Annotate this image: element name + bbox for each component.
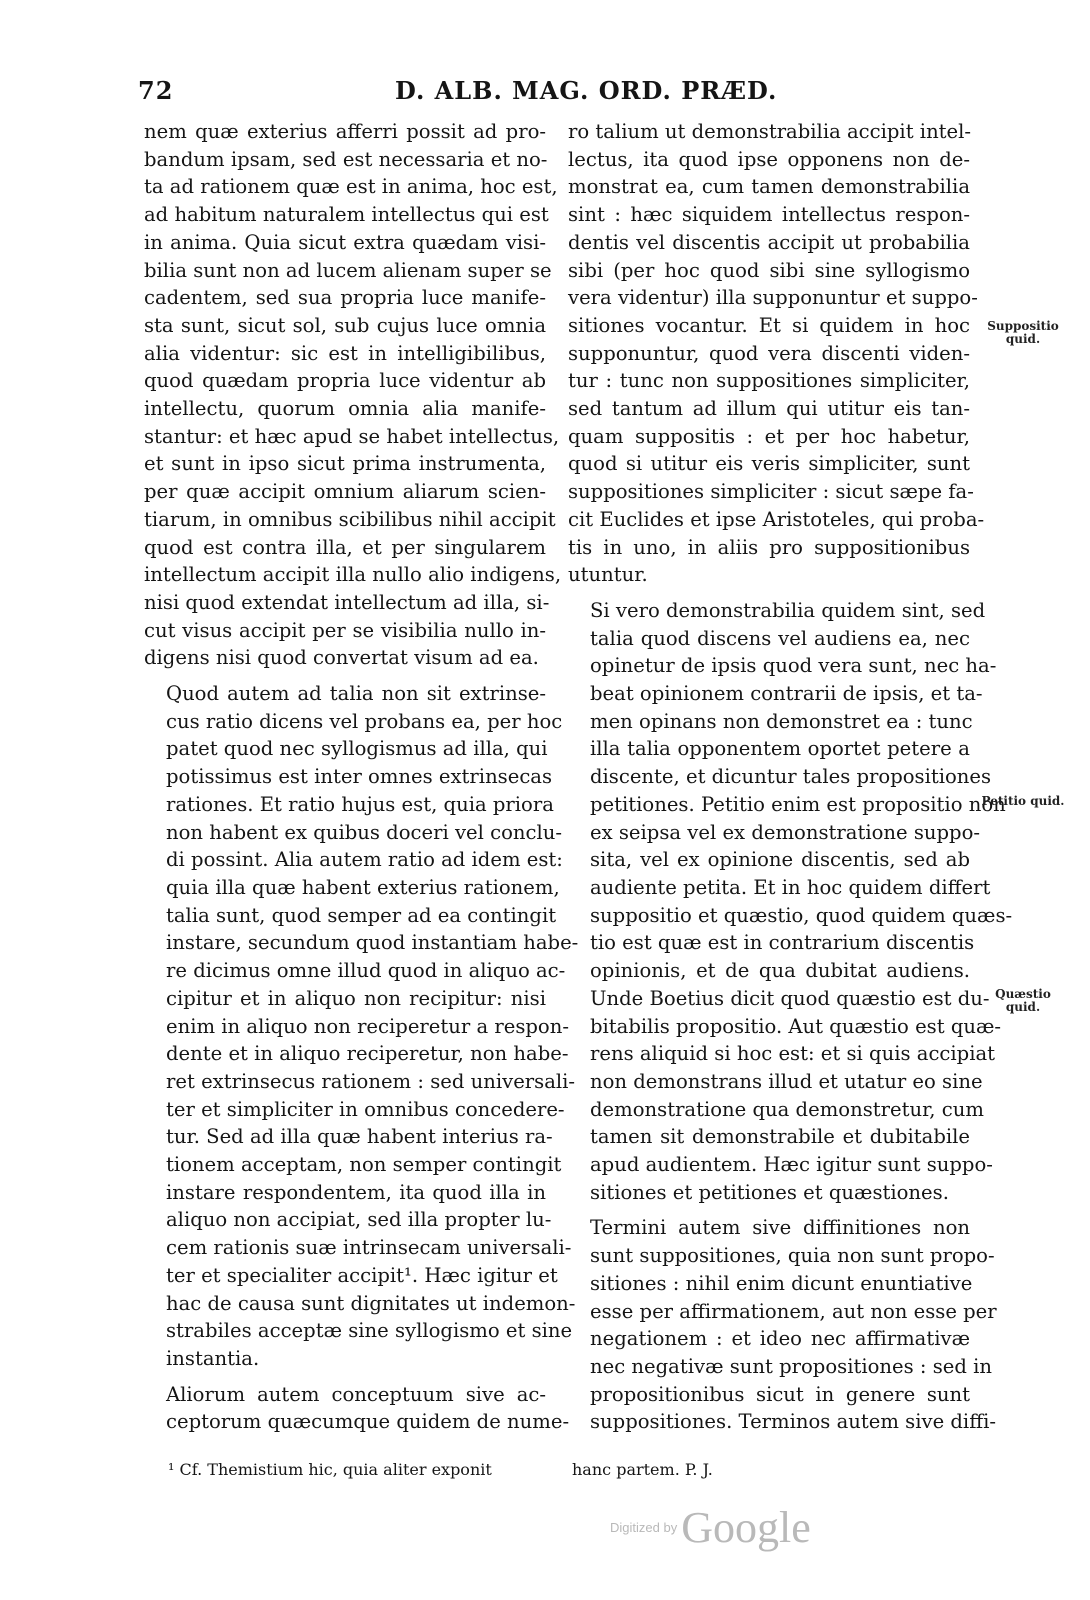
text-line: tio est quæ est in contrarium discentis [590, 931, 975, 955]
text-line: quod si utitur eis veris simpliciter, sunt [568, 452, 970, 476]
text-line: suppositiones. Terminos autem sive diffi- [590, 1410, 997, 1434]
text-line: talia sunt, quod semper ad ea contingit [166, 903, 557, 927]
text-line: instare respondentem, ita quod illa in [166, 1180, 546, 1204]
text-line: digens nisi quod convertat visum ad ea. [144, 646, 539, 670]
running-title: D. ALB. MAG. ORD. PRÆD. [395, 76, 778, 105]
text-line: quia illa quæ habent exterius rationem, [166, 875, 560, 899]
text-line: tamen sit demonstrabile et dubitabile [590, 1125, 970, 1149]
text-line: cit Euclides et ipse Aristoteles, qui proba- [568, 507, 985, 531]
marginal-note-line: Quæstio [995, 987, 1051, 1001]
text-line: lectus, ita quod ipse opponens non de- [568, 147, 970, 171]
left-column [144, 118, 579, 1444]
text-line: et sunt in ipso sicut prima instrumenta, [144, 452, 546, 476]
text-line: cut visus accipit per se visibilia nullo in- [144, 618, 546, 642]
text-line: apud audientem. Hæc igitur sunt suppo- [590, 1153, 993, 1177]
text-line: dente et in aliquo reciperetur, non habe- [166, 1042, 569, 1066]
text-line: tis in uno, in aliis pro suppositionibus [568, 535, 970, 559]
text-line: tur : tunc non suppositiones simpliciter, [568, 369, 970, 393]
text-line: quod quædam propria luce videntur ab [144, 369, 546, 393]
text-line: petitiones. Petitio enim est propositio non [590, 792, 1006, 816]
text-line: men opinans non demonstret ea : tunc [590, 709, 973, 733]
text-line: bitabilis propositio. Aut quæstio est quæ- [590, 1014, 1002, 1038]
text-line: sed tantum ad illum qui utitur eis tan- [568, 397, 970, 421]
text-line: patet quod nec syllogismus ad illa, qui [166, 737, 548, 761]
paragraph [568, 597, 1013, 1206]
text-line: hac de causa sunt dignitates ut indemon- [166, 1291, 576, 1315]
footnote-left: ¹ Cf. Themistium hic, quia aliter exponit [168, 1460, 492, 1479]
text-line: re dicimus omne illud quod in aliquo ac- [166, 959, 566, 983]
text-line: suppositio et quæstio, quod quidem quæs- [590, 903, 1013, 927]
text-line: non habent ex quibus doceri vel conclu- [166, 820, 562, 844]
text-line: sta sunt, sicut sol, sub cujus luce omnia [144, 313, 546, 337]
text-line: in anima. Quia sicut extra quædam visi- [144, 230, 546, 254]
text-line: tur. Sed ad illa quæ habent interius ra- [166, 1125, 553, 1149]
text-line: Unde Boetius dicit quod quæstio est du- [590, 986, 990, 1010]
text-line: esse per affirmationem, aut non esse per [590, 1299, 997, 1323]
text-line: discente, et dicuntur tales propositiones [590, 765, 992, 789]
text-line: quod est contra illa, et per singularem [144, 535, 546, 559]
text-line: enim in aliquo non reciperetur a respon- [166, 1014, 569, 1038]
text-line: cadentem, sed sua propria luce manife- [144, 286, 546, 310]
text-line: nec negativæ sunt propositiones : sed in [590, 1354, 993, 1378]
text-line: utuntur. [568, 563, 648, 587]
text-line: supponuntur, quod vera discenti viden- [568, 341, 970, 365]
paragraph [144, 118, 562, 672]
text-line: sitiones vocantur. Et si quidem in hoc [568, 313, 970, 337]
text-line: per quæ accipit omnium aliarum scien- [144, 480, 546, 504]
text-line: ter et specialiter accipit¹. Hæc igitur et [166, 1263, 558, 1287]
watermark-prefix: Digitized by [610, 1520, 678, 1535]
paragraph [568, 1214, 997, 1436]
page-number: 72 [138, 76, 174, 105]
text-line: Quod autem ad talia non sit extrinse- [166, 682, 546, 706]
paragraph [144, 680, 579, 1373]
text-line: intellectu, quorum omnia alia manife- [144, 397, 546, 421]
text-line: sita, vel ex opinione discentis, sed ab [590, 848, 970, 872]
text-line: demonstratione qua demonstretur, cum [590, 1097, 984, 1121]
google-logo: Google [681, 1503, 811, 1552]
text-line: beat opinionem contrarii de ipsis, et ta- [590, 682, 983, 706]
text-line: sint : hæc siquidem intellectus respon- [568, 203, 970, 227]
text-line: cipitur et in aliquo non recipitur: nisi [166, 986, 546, 1010]
text-line: talia quod discens vel audiens ea, nec [590, 626, 970, 650]
text-line: opinetur de ipsis quod vera sunt, nec ha- [590, 654, 997, 678]
text-line: ta ad rationem quæ est in anima, hoc est, [144, 175, 558, 199]
text-line: aliquo non accipiat, sed illa propter lu- [166, 1208, 552, 1232]
text-line: tiarum, in omnibus scibilibus nihil accipit [144, 507, 556, 531]
text-line: ret extrinsecus rationem : sed universali- [166, 1069, 576, 1093]
digitized-watermark [610, 1502, 811, 1553]
text-line: nisi quod extendat intellectum ad illa, si- [144, 590, 550, 614]
text-line: suppositiones simpliciter : sicut sæpe fa- [568, 480, 974, 504]
text-line: nem quæ exterius afferri possit ad pro- [144, 120, 546, 143]
text-line: bandum ipsam, sed est necessaria et no- [144, 147, 548, 171]
text-line: audiente petita. Et in hoc quidem differt [590, 875, 991, 899]
text-line: potissimus est inter omnes extrinsecas [166, 765, 553, 789]
text-line: tionem acceptam, non semper contingit [166, 1153, 562, 1177]
text-line: instare, secundum quod instantiam habe- [166, 931, 579, 955]
text-line: cus ratio dicens vel probans ea, per hoc [166, 709, 563, 733]
text-line: rationes. Et ratio hujus est, quia priora [166, 792, 554, 816]
text-line: stantur: et hæc apud se habet intellectus, [144, 424, 560, 448]
marginal-note-suppositio [978, 320, 1068, 346]
text-line: instantia. [166, 1346, 260, 1370]
marginal-note-quaestio [978, 988, 1068, 1014]
text-line: illa talia opponentem oportet petere a [590, 737, 970, 761]
text-line: negationem : et ideo nec affirmativæ [590, 1327, 970, 1351]
text-line: bilia sunt non ad lucem alienam super se [144, 258, 552, 282]
text-line: sitiones : nihil enim dicunt enuntiative [590, 1271, 973, 1295]
text-line: strabiles acceptæ sine syllogismo et sine [166, 1319, 573, 1343]
text-line: Aliorum autem conceptuum sive ac- [166, 1382, 546, 1406]
text-line: Si vero demonstrabilia quidem sint, sed [590, 598, 986, 622]
text-line: ex seipsa vel ex demonstratione suppo- [590, 820, 980, 844]
text-line: alia videntur: sic est in intelligibilibus, [144, 341, 546, 365]
marginal-note-line: quid. [1005, 332, 1041, 346]
text-line: rens aliquid si hoc est: et si quis accipiat [590, 1042, 996, 1066]
text-line: ro talium ut demonstrabilia accipit intel- [568, 120, 972, 143]
text-line: sunt suppositiones, quia non sunt propo- [590, 1244, 995, 1268]
text-line: ceptorum quæcumque quidem de nume- [166, 1410, 570, 1434]
text-line: quam suppositis : et per hoc habetur, [568, 424, 970, 448]
right-column [568, 118, 1013, 1444]
text-line: intellectum accipit illa nullo alio indigens, [144, 563, 562, 587]
text-line: di possint. Alia autem ratio ad idem est: [166, 848, 563, 872]
text-line: sitiones et petitiones et quæstiones. [590, 1180, 949, 1204]
marginal-note-petitio [973, 795, 1073, 808]
marginal-note-line: Suppositio [987, 319, 1059, 333]
text-line: non demonstrans illud et utatur eo sine [590, 1069, 983, 1093]
footnote-right: hanc partem. P. J. [572, 1460, 713, 1479]
paragraph [568, 118, 985, 589]
text-line: monstrat ea, cum tamen demonstrabilia [568, 175, 970, 199]
marginal-note-line: Petitio quid. [981, 794, 1065, 808]
text-line: sibi (per hoc quod sibi sine syllogismo [568, 258, 970, 282]
running-header [0, 70, 1090, 110]
text-line: Termini autem sive diffinitiones non [590, 1216, 970, 1240]
text-line: propositionibus sicut in genere sunt [590, 1382, 970, 1406]
text-line: dentis vel discentis accipit ut probabilia [568, 230, 970, 254]
text-line: ad habitum naturalem intellectus qui est [144, 203, 549, 227]
marginal-note-line: quid. [1005, 1000, 1041, 1014]
text-line: vera videntur) illa supponuntur et suppo- [568, 286, 978, 310]
text-line: ter et simpliciter in omnibus concedere- [166, 1097, 565, 1121]
paragraph [144, 1381, 570, 1436]
text-line: cem rationis suæ intrinsecam universali- [166, 1236, 572, 1260]
text-line: opinionis, et de qua dubitat audiens. [590, 959, 970, 983]
